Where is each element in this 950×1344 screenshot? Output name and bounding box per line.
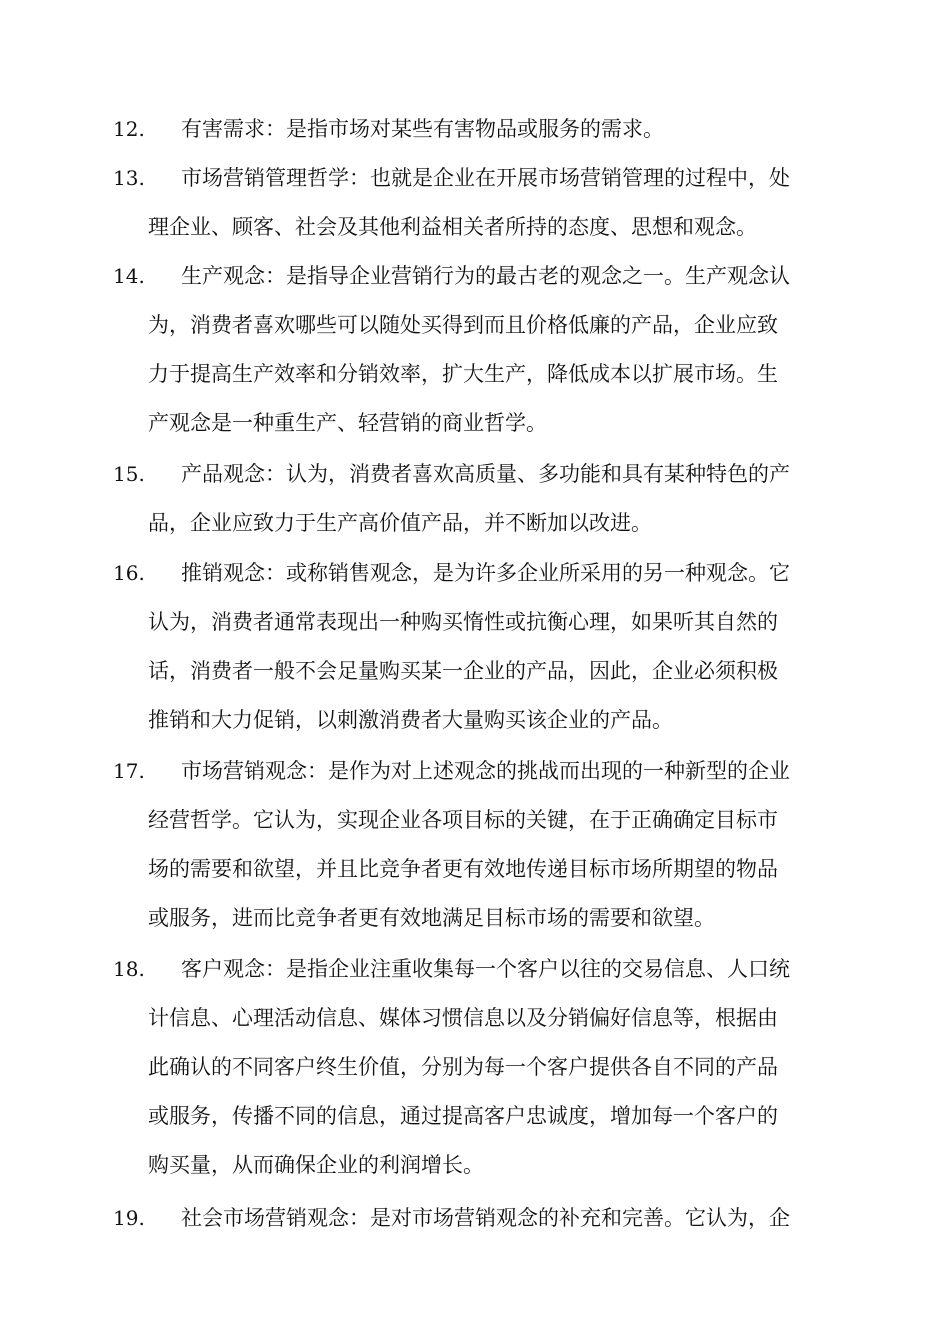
- text-line: 为，消费者喜欢哪些可以随处买得到而且价格低廉的产品，企业应致: [148, 313, 778, 337]
- text-line: 此确认的不同客户终生价值，分别为每一个客户提供各自不同的产品: [148, 1055, 778, 1079]
- text-line: 产品观念：认为，消费者喜欢高质量、多功能和具有某种特色的产: [181, 462, 790, 486]
- text-line: 有害需求：是指市场对某些有害物品或服务的需求。: [181, 117, 664, 141]
- text-line: 社会市场营销观念：是对市场营销观念的补充和完善。它认为，企: [181, 1206, 790, 1230]
- text-line: 力于提高生产效率和分销效率，扩大生产，降低成本以扩展市场。生: [148, 362, 778, 386]
- text-line: 或服务，传播不同的信息，通过提高客户忠诚度，增加每一个客户的: [148, 1104, 778, 1128]
- text-line: 客户观念：是指企业注重收集每一个客户以往的交易信息、人口统: [181, 957, 790, 981]
- item-number: 16.: [113, 561, 145, 585]
- item-number: 12.: [113, 117, 145, 141]
- text-line: 或服务，进而比竞争者更有效地满足目标市场的需要和欲望。: [148, 906, 715, 930]
- text-line: 市场营销管理哲学：也就是企业在开展市场营销管理的过程中，处: [181, 166, 790, 190]
- item-number: 17.: [113, 759, 145, 783]
- text-line: 品，企业应致力于生产高价值产品，并不断加以改进。: [148, 511, 652, 535]
- item-number: 13.: [113, 166, 145, 190]
- text-line: 理企业、顾客、社会及其他利益相关者所持的态度、思想和观念。: [148, 215, 757, 239]
- item-number: 14.: [113, 264, 145, 288]
- text-line: 话，消费者一般不会足量购买某一企业的产品，因此，企业必须积极: [148, 659, 778, 683]
- text-line: 购买量，从而确保企业的利润增长。: [148, 1153, 484, 1177]
- text-line: 市场营销观念：是作为对上述观念的挑战而出现的一种新型的企业: [181, 759, 790, 783]
- text-line: 认为，消费者通常表现出一种购买惰性或抗衡心理，如果听其自然的: [148, 610, 778, 634]
- text-line: 计信息、心理活动信息、媒体习惯信息以及分销偏好信息等，根据由: [148, 1006, 778, 1030]
- text-line: 生产观念：是指导企业营销行为的最古老的观念之一。生产观念认: [181, 264, 790, 288]
- item-number: 19.: [113, 1206, 145, 1230]
- text-line: 场的需要和欲望，并且比竞争者更有效地传递目标市场所期望的物品: [148, 857, 778, 881]
- text-line: 产观念是一种重生产、轻营销的商业哲学。: [148, 411, 547, 435]
- text-line: 推销观念：或称销售观念，是为许多企业所采用的另一种观念。它: [181, 561, 790, 585]
- text-line: 经营哲学。它认为，实现企业各项目标的关键，在于正确确定目标市: [148, 808, 778, 832]
- item-number: 18.: [113, 957, 145, 981]
- item-number: 15.: [113, 462, 145, 486]
- text-line: 推销和大力促销，以刺激消费者大量购买该企业的产品。: [148, 708, 673, 732]
